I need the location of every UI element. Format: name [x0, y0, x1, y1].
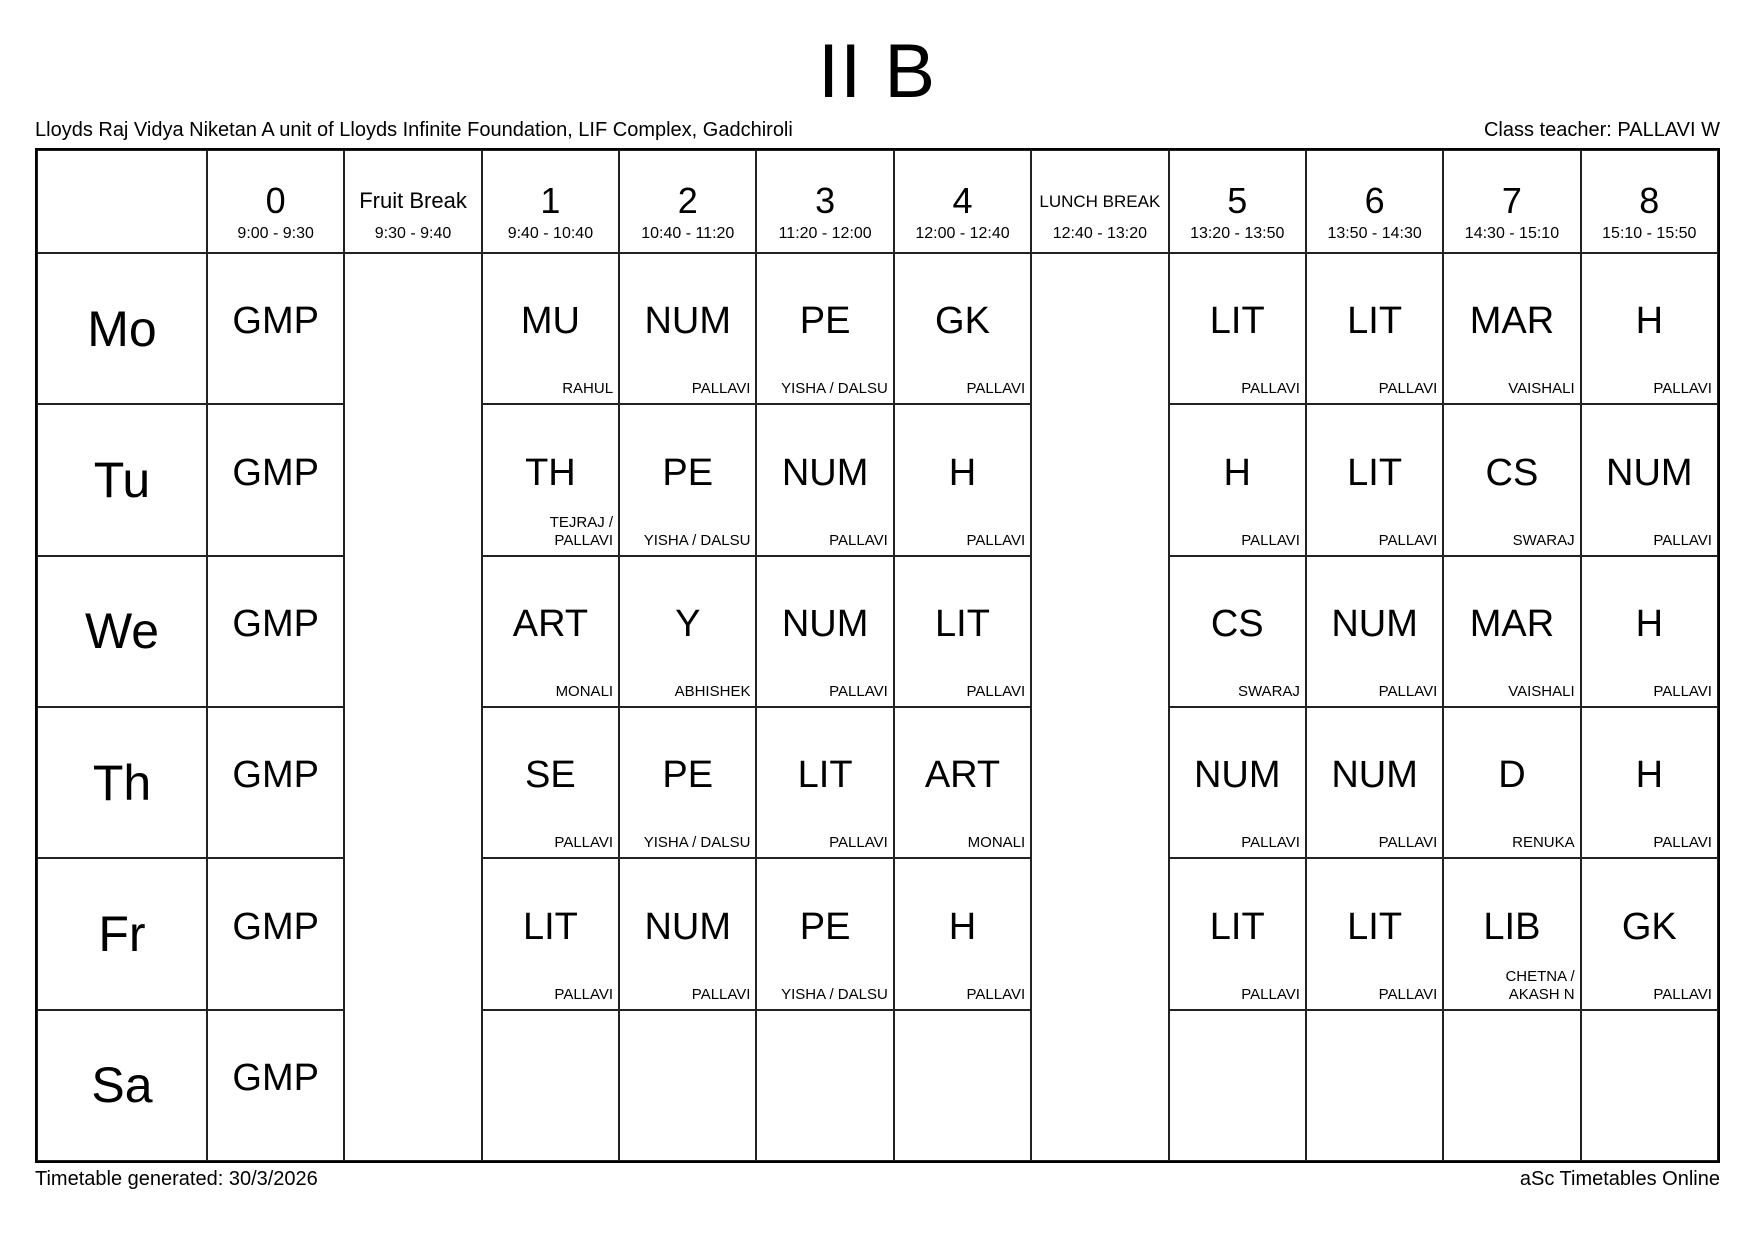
lesson-cell: [207, 253, 344, 404]
teacher-label: MONALI: [967, 834, 1026, 852]
lesson-cell: [1581, 707, 1718, 858]
period-label: 0: [265, 180, 286, 221]
lesson-cell: [756, 707, 893, 858]
lesson-cell: [1581, 253, 1718, 404]
period-label: 2: [677, 180, 698, 221]
subject-label: LIT: [1347, 451, 1403, 494]
day-cell: [37, 556, 207, 707]
period-label: 4: [952, 180, 973, 221]
lesson-cell: [1169, 253, 1306, 404]
teacher-label: TEJRAJ / PALLAVI: [549, 513, 614, 549]
period-time: 13:50 - 14:30: [1327, 225, 1422, 242]
empty-cell: [1581, 1010, 1718, 1161]
teacher-label: VAISHALI: [1508, 380, 1575, 398]
teacher-label: PALLAVI: [1378, 682, 1438, 700]
lesson-cell: [756, 858, 893, 1009]
subject-label: H: [1635, 300, 1664, 343]
subject-label: NUM: [1331, 602, 1418, 645]
class-teacher: Class teacher: PALLAVI W: [1483, 119, 1720, 141]
subject-label: H: [1635, 602, 1664, 645]
teacher-label: PALLAVI: [1653, 985, 1712, 1003]
period-header-0: [207, 150, 344, 253]
subject-label: GMP: [232, 602, 319, 645]
teacher-label: PALLAVI: [1653, 834, 1712, 852]
day-cell: [37, 253, 207, 404]
subject-label: NUM: [644, 300, 732, 343]
subject-label: CS: [1485, 451, 1539, 494]
teacher-label: PALLAVI: [691, 380, 751, 398]
subject-label: TH: [525, 451, 576, 494]
day-cell: [37, 1010, 207, 1161]
teacher-label: RAHUL: [562, 380, 614, 398]
period-time: 9:30 - 9:40: [374, 225, 452, 242]
teacher-label: SWARAJ: [1237, 682, 1300, 700]
lesson-cell: [894, 253, 1031, 404]
lesson-cell: [1306, 556, 1443, 707]
lesson-cell: [207, 858, 344, 1009]
lesson-cell: [619, 707, 756, 858]
lunch-break-column: [1031, 253, 1168, 1161]
period-label: 8: [1639, 180, 1660, 221]
lesson-cell: [1443, 404, 1580, 555]
empty-cell: [1443, 1010, 1580, 1161]
subject-label: MU: [520, 300, 580, 343]
subject-label: LIT: [1209, 300, 1265, 343]
subject-label: LIB: [1483, 905, 1541, 948]
period-time: 11:20 - 12:00: [778, 225, 872, 242]
subject-label: NUM: [781, 602, 869, 645]
subject-label: GMP: [232, 1056, 319, 1099]
teacher-label: VAISHALI: [1508, 682, 1575, 700]
teacher-label: PALLAVI: [1653, 380, 1712, 398]
subject-label: GMP: [232, 905, 319, 948]
subject-label: LIT: [1347, 905, 1403, 948]
period-header-8: [1581, 150, 1718, 253]
generated-date: Timetable generated: 30/3/2026: [35, 1168, 318, 1190]
subject-label: ART: [512, 602, 589, 645]
timetable-grid: [35, 148, 1720, 1163]
lesson-cell: [482, 253, 619, 404]
subject-label: NUM: [1331, 754, 1418, 797]
period-label: 5: [1227, 180, 1248, 221]
period-header-lunch-break: [1031, 150, 1168, 253]
asc-brand: aSc Timetables Online: [1519, 1168, 1720, 1190]
lesson-cell: [894, 556, 1031, 707]
teacher-label: PALLAVI: [1653, 682, 1712, 700]
class-title: II B: [817, 29, 937, 114]
teacher-label: ABHISHEK: [674, 682, 751, 700]
period-header-6: [1306, 150, 1443, 253]
subject-label: LIT: [522, 905, 578, 948]
teacher-label: YISHA / DALSU: [643, 531, 751, 549]
period-time: 9:00 - 9:30: [237, 225, 314, 242]
teacher-label: PALLAVI: [691, 985, 751, 1003]
period-label: 1: [540, 180, 561, 221]
subject-label: H: [1223, 451, 1251, 494]
subject-label: GMP: [232, 754, 319, 797]
empty-cell: [894, 1010, 1031, 1161]
subject-label: Y: [675, 602, 701, 645]
lesson-cell: [619, 556, 756, 707]
subject-label: D: [1498, 754, 1526, 797]
teacher-label: PALLAVI: [1241, 985, 1300, 1003]
period-label: 3: [815, 180, 836, 221]
period-header-5: [1169, 150, 1306, 253]
teacher-label: YISHA / DALSU: [643, 834, 751, 852]
period-label: LUNCH BREAK: [1039, 191, 1161, 211]
corner-cell: [37, 150, 207, 253]
lesson-cell: [1306, 707, 1443, 858]
lesson-cell: [1306, 404, 1443, 555]
subject-label: GMP: [232, 300, 319, 343]
lesson-cell: [207, 707, 344, 858]
subject-label: NUM: [781, 451, 869, 494]
teacher-label: CHETNA / AKASH N: [1505, 967, 1575, 1003]
empty-cell: [756, 1010, 893, 1161]
lesson-cell: [619, 858, 756, 1009]
teacher-label: MONALI: [555, 682, 614, 700]
lesson-cell: [1443, 707, 1580, 858]
lesson-cell: [756, 404, 893, 555]
subject-label: NUM: [1193, 754, 1281, 797]
subject-label: LIT: [797, 754, 853, 797]
period-time: 14:30 - 15:10: [1464, 225, 1560, 242]
teacher-label: PALLAVI: [1378, 985, 1438, 1003]
empty-cell: [482, 1010, 619, 1161]
lesson-cell: [482, 556, 619, 707]
subject-label: ART: [924, 754, 1001, 797]
lesson-cell: [619, 404, 756, 555]
lesson-cell: [1581, 556, 1718, 707]
lesson-cell: [1306, 858, 1443, 1009]
lesson-cell: [1443, 858, 1580, 1009]
day-label: Mo: [87, 300, 157, 357]
fruit-break-column: [344, 253, 481, 1161]
teacher-label: PALLAVI: [966, 380, 1026, 398]
subject-label: GK: [935, 300, 990, 343]
teacher-label: PALLAVI: [1378, 380, 1438, 398]
lesson-cell: [756, 556, 893, 707]
period-time: 12:40 - 13:20: [1052, 225, 1147, 242]
period-header-3: [756, 150, 893, 253]
empty-cell: [1169, 1010, 1306, 1161]
period-label: 7: [1501, 180, 1522, 221]
teacher-label: YISHA / DALSU: [781, 985, 888, 1003]
subject-label: MAR: [1469, 300, 1555, 343]
subject-label: H: [948, 905, 977, 948]
subject-label: PE: [799, 905, 851, 948]
subject-label: SE: [525, 754, 576, 797]
teacher-label: PALLAVI: [1241, 531, 1300, 549]
teacher-label: PALLAVI: [829, 682, 888, 700]
period-time: 15:10 - 15:50: [1602, 225, 1697, 242]
lesson-cell: [207, 1010, 344, 1161]
lesson-cell: [1581, 404, 1718, 555]
teacher-label: PALLAVI: [554, 985, 614, 1003]
teacher-label: SWARAJ: [1512, 531, 1575, 549]
period-header-2: [619, 150, 756, 253]
lesson-cell: [894, 858, 1031, 1009]
period-time: 10:40 - 11:20: [641, 225, 735, 242]
period-header-7: [1443, 150, 1580, 253]
teacher-label: PALLAVI: [554, 834, 614, 852]
period-label: 6: [1364, 180, 1385, 221]
lesson-cell: [1169, 556, 1306, 707]
period-label: Fruit Break: [359, 188, 467, 213]
lesson-cell: [207, 404, 344, 555]
day-label: Sa: [91, 1057, 153, 1114]
period-time: 13:20 - 13:50: [1190, 225, 1285, 242]
school-name: Lloyds Raj Vidya Niketan A unit of Lloyds Infinite Foundation, LIF Complex, Gadchiroli: [35, 119, 793, 141]
subject-label: LIT: [935, 602, 990, 645]
day-label: Tu: [93, 451, 151, 508]
teacher-label: PALLAVI: [1241, 834, 1300, 852]
lesson-cell: [756, 253, 893, 404]
day-cell: [37, 858, 207, 1009]
day-label: Th: [92, 754, 152, 811]
teacher-label: PALLAVI: [966, 985, 1026, 1003]
subject-label: GMP: [232, 451, 319, 494]
subject-label: MAR: [1469, 602, 1555, 645]
teacher-label: PALLAVI: [1378, 531, 1438, 549]
period-header-1: [482, 150, 619, 253]
teacher-label: PALLAVI: [966, 531, 1026, 549]
subject-label: LIT: [1347, 300, 1403, 343]
lesson-cell: [1306, 253, 1443, 404]
subject-label: GK: [1621, 905, 1677, 948]
lesson-cell: [482, 858, 619, 1009]
subject-label: H: [1635, 754, 1664, 797]
teacher-label: PALLAVI: [1378, 834, 1438, 852]
teacher-label: PALLAVI: [966, 682, 1026, 700]
lesson-cell: [894, 404, 1031, 555]
day-cell: [37, 404, 207, 555]
subject-label: H: [948, 451, 977, 494]
lesson-cell: [1169, 858, 1306, 1009]
subject-label: NUM: [644, 905, 732, 948]
lesson-cell: [1581, 858, 1718, 1009]
empty-cell: [619, 1010, 756, 1161]
lesson-cell: [482, 707, 619, 858]
subject-label: PE: [799, 300, 851, 343]
subject-label: CS: [1210, 602, 1264, 645]
lesson-cell: [207, 556, 344, 707]
period-time: 9:40 - 10:40: [507, 225, 594, 242]
empty-cell: [1306, 1010, 1443, 1161]
teacher-label: PALLAVI: [1653, 531, 1712, 549]
teacher-label: PALLAVI: [829, 531, 888, 549]
teacher-label: YISHA / DALSU: [781, 380, 888, 398]
day-label: We: [84, 603, 160, 660]
subject-label: PE: [662, 451, 714, 494]
subject-label: LIT: [1209, 905, 1265, 948]
lesson-cell: [1443, 253, 1580, 404]
lesson-cell: [894, 707, 1031, 858]
teacher-label: PALLAVI: [1241, 380, 1300, 398]
lesson-cell: [619, 253, 756, 404]
lesson-cell: [482, 404, 619, 555]
period-time: 12:00 - 12:40: [915, 225, 1010, 242]
lesson-cell: [1443, 556, 1580, 707]
period-header-4: [894, 150, 1031, 253]
subject-label: NUM: [1606, 451, 1693, 494]
subject-label: PE: [662, 754, 714, 797]
period-header-fruit-break: [344, 150, 481, 253]
teacher-label: PALLAVI: [829, 834, 888, 852]
lesson-cell: [1169, 707, 1306, 858]
day-cell: [37, 707, 207, 858]
teacher-label: RENUKA: [1512, 834, 1575, 852]
lesson-cell: [1169, 404, 1306, 555]
day-label: Fr: [98, 905, 146, 962]
